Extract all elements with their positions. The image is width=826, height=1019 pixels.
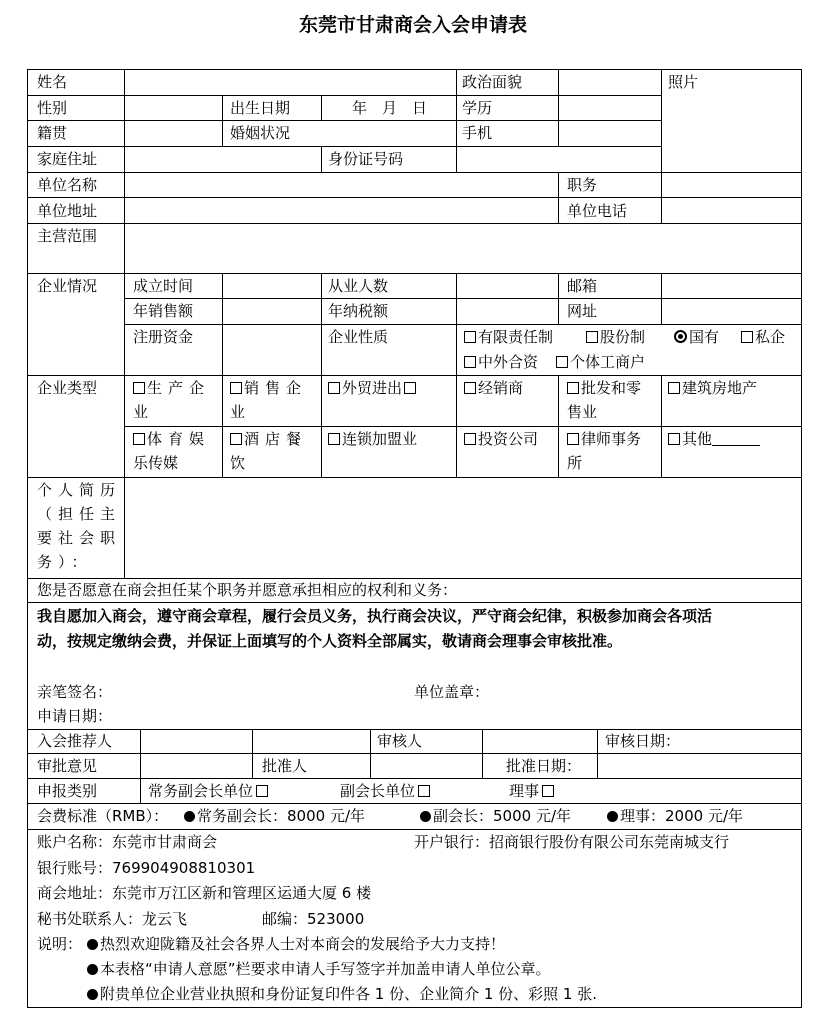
label-political: 政治面貌 <box>462 73 523 91</box>
label-company-name: 单位名称 <box>37 176 98 194</box>
note-3: 附贵单位企业营业执照和身份证复印件各 1 份、企业简介 1 份、彩照 1 张. <box>85 985 597 1003</box>
label-sales: 年销售额 <box>133 302 194 320</box>
checkbox-icon <box>230 433 242 445</box>
type-production-2: 业 <box>133 403 149 421</box>
notes-label: 说明： <box>37 935 83 953</box>
type-chain[interactable]: 连锁加盟业 <box>328 430 417 448</box>
checkbox-icon <box>556 356 568 368</box>
type-law[interactable]: 律师事务 <box>567 430 641 448</box>
type-sales-2: 业 <box>230 403 246 421</box>
category-vp[interactable]: 副会长单位 <box>340 782 432 800</box>
account-number: 银行账号：769904908810301 <box>37 859 256 877</box>
fee-vp: 副会长：5000 元/年 <box>418 807 571 825</box>
checkbox-icon <box>567 382 579 394</box>
checkbox-icon <box>542 785 554 797</box>
label-resume-4: 务）： <box>37 553 93 571</box>
option-private[interactable]: 私企 <box>741 328 785 346</box>
checkbox-icon <box>464 382 476 394</box>
type-sports-2: 乐传媒 <box>133 454 179 472</box>
account-name: 账户名称：东莞市甘肃商会 <box>37 833 218 851</box>
label-approver: 批准人 <box>262 757 308 775</box>
type-hotel-2: 饮 <box>230 454 246 472</box>
bullet-icon <box>87 939 98 950</box>
type-realestate[interactable]: 建筑房地产 <box>668 379 757 397</box>
seal-label: 单位盖章： <box>414 683 490 701</box>
checkbox-icon <box>256 785 268 797</box>
label-email: 邮箱 <box>567 277 598 295</box>
option-ltd[interactable]: 有限责任制 <box>464 328 553 346</box>
checkbox-icon <box>404 382 416 394</box>
option-jv[interactable]: 中外合资 <box>464 353 538 371</box>
checkbox-icon <box>230 382 242 394</box>
label-capital: 注册资金 <box>133 328 194 346</box>
checkbox-icon <box>133 433 145 445</box>
label-position: 职务 <box>567 176 598 194</box>
label-category: 申报类别 <box>37 782 98 800</box>
type-distributor[interactable]: 经销商 <box>464 379 523 397</box>
type-sales[interactable]: 销售企 <box>230 379 307 397</box>
label-resume-1: 个人简历 <box>37 481 122 499</box>
type-other[interactable]: 其他 <box>668 430 760 448</box>
label-situation: 企业情况 <box>37 277 98 295</box>
label-types: 企业类型 <box>37 379 98 397</box>
checkbox-icon <box>464 433 476 445</box>
type-wholesale-2: 售业 <box>567 403 598 421</box>
label-mobile: 手机 <box>462 124 493 142</box>
checkbox-icon <box>668 433 680 445</box>
label-marital: 婚姻状况 <box>230 124 291 142</box>
label-birth: 出生日期 <box>230 99 291 117</box>
note-2: 本表格“申请人意愿”栏要求申请人手写签字并加盖申请人单位公章。 <box>85 960 551 978</box>
bullet-icon <box>87 964 98 975</box>
type-production[interactable]: 生产企 <box>133 379 210 397</box>
label-company-phone: 单位电话 <box>567 202 628 220</box>
signature-label: 亲笔签名： <box>37 683 113 701</box>
option-share[interactable]: 股份制 <box>586 328 645 346</box>
checkbox-icon <box>741 331 753 343</box>
bullet-icon <box>184 811 195 822</box>
label-approve-date: 批准日期： <box>506 757 582 775</box>
bullet-icon <box>87 989 98 1000</box>
label-recommender: 入会推荐人 <box>37 732 113 750</box>
checkbox-icon <box>464 331 476 343</box>
category-executive-vp[interactable]: 常务副会长单位 <box>148 782 270 800</box>
type-wholesale[interactable]: 批发和零 <box>567 379 641 397</box>
label-photo: 照片 <box>668 73 699 91</box>
type-law-2: 所 <box>567 454 583 472</box>
label-tax: 年纳税额 <box>328 302 389 320</box>
contact-person: 秘书处联系人：龙云飞 <box>37 910 188 928</box>
birth-format: 年 月 日 <box>352 99 428 117</box>
label-origin: 籍贯 <box>37 124 68 142</box>
checkbox-icon <box>586 331 598 343</box>
label-reviewer: 审核人 <box>377 732 423 750</box>
checkbox-icon <box>668 382 680 394</box>
fee-executive-vp: 常务副会长：8000 元/年 <box>182 807 365 825</box>
label-nature: 企业性质 <box>328 328 389 346</box>
note-1: 热烈欢迎陇籍及社会各界人士对本商会的发展给予大力支持！ <box>85 935 505 953</box>
willing-question: 您是否愿意在商会担任某个职务并愿意承担相应的权利和义务： <box>37 581 458 599</box>
label-resume-3: 要社会职 <box>37 529 122 547</box>
type-hotel[interactable]: 酒店餐 <box>230 430 307 448</box>
radio-selected-icon <box>674 330 687 343</box>
checkbox-icon <box>418 785 430 797</box>
checkbox-icon <box>133 382 145 394</box>
label-company-address: 单位地址 <box>37 202 98 220</box>
label-founded: 成立时间 <box>133 277 194 295</box>
bullet-icon <box>607 811 618 822</box>
label-gender: 性别 <box>37 99 68 117</box>
label-resume-2: （担任主 <box>37 505 122 523</box>
checkbox-icon <box>464 356 476 368</box>
label-employees: 从业人数 <box>328 277 389 295</box>
bullet-icon <box>420 811 431 822</box>
fees-label: 会费标准（RMB）： <box>37 807 169 825</box>
label-education: 学历 <box>462 99 493 117</box>
postcode: 邮编：523000 <box>262 910 365 928</box>
label-review-date: 审核日期： <box>605 732 681 750</box>
label-opinion: 审批意见 <box>37 757 98 775</box>
label-idcard: 身份证号码 <box>328 150 404 168</box>
checkbox-icon <box>567 433 579 445</box>
chamber-address: 商会地址：东莞市万江区新和管理区运通大厦 6 楼 <box>37 884 372 902</box>
label-scope: 主营范围 <box>37 227 98 245</box>
fee-director: 理事：2000 元/年 <box>605 807 743 825</box>
label-website: 网址 <box>567 302 598 320</box>
label-name: 姓名 <box>37 73 68 91</box>
other-blank[interactable] <box>712 431 760 446</box>
type-trade[interactable]: 外贸进出 <box>328 379 418 397</box>
type-investment[interactable]: 投资公司 <box>464 430 538 448</box>
pledge-line-1: 我自愿加入商会，遵守商会章程，履行会员义务，执行商会决议，严守商会纪律，积极参加商会各项活 <box>37 607 713 625</box>
apply-date-label: 申请日期： <box>37 707 113 725</box>
option-state[interactable]: 国有 <box>674 328 719 346</box>
bank-name: 开户银行：招商银行股份有限公司东莞南城支行 <box>414 833 730 851</box>
option-indiv[interactable]: 个体工商户 <box>556 353 645 371</box>
form-title: 东莞市甘肃商会入会申请表 <box>298 14 527 36</box>
type-sports[interactable]: 体育娱 <box>133 430 210 448</box>
pledge-line-2: 动，按规定缴纳会费，并保证上面填写的个人资料全部属实，敬请商会理事会审核批准。 <box>37 632 623 650</box>
checkbox-icon <box>328 382 340 394</box>
category-director[interactable]: 理事 <box>509 782 556 800</box>
label-address: 家庭住址 <box>37 150 98 168</box>
checkbox-icon <box>328 433 340 445</box>
